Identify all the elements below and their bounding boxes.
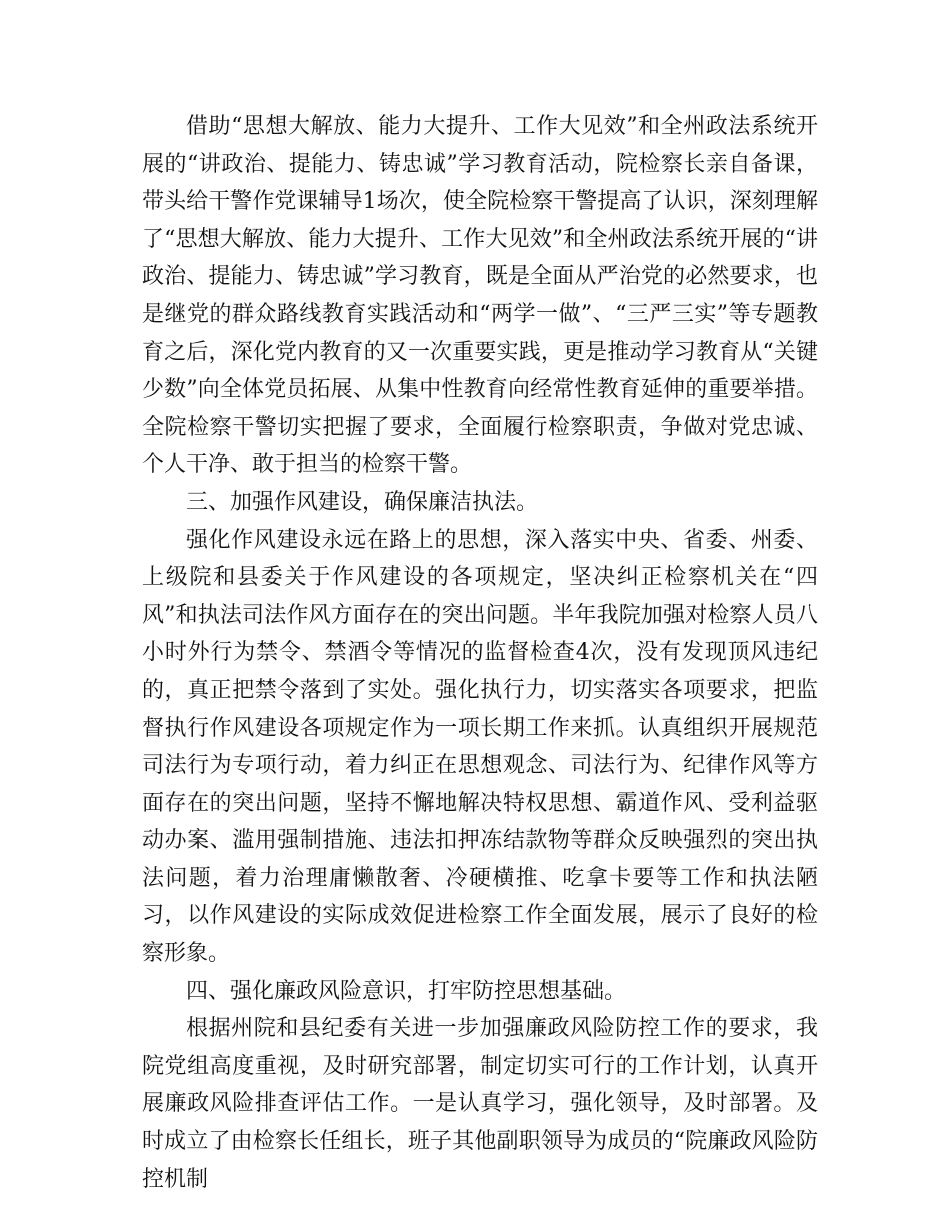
paragraph-study-education: 借助“思想大解放、能力大提升、工作大见效”和全州政法系统开展的“讲政治、提能力、铸忠诚”学习教育活动，院检察长亲自备课，带头给干警作党课辅导1场次，使全院检察干警提高了认识，深刻理解了“思想大解放、能力大提升、工作大见效”和全州政法系统开展的“讲政治、提能力、铸忠诚”学习教育，既是全面从严治党的必然要求，也是继党的群众路线教育实践活动和“两学一做”、“三严三实”等专题教育之后，深化党内教育的又一次重要实践，更是推动学习教育从“关键少数”向全体党员拓展、从集中性教育向经常性教育延伸的重要举措。全院检察干警切实把握了要求，全面履行检察职责，争做对党忠诚、个人干净、敢于担当的检察干警。 <box>142 114 818 478</box>
heading-section-four: 四、强化廉政风险意识，打牢防控思想基础。 <box>186 978 627 1004</box>
document-page <box>142 108 818 1198</box>
heading-section-three: 三、加强作风建设，确保廉洁执法。 <box>186 489 539 515</box>
paragraph-work-style: 强化作风建设永远在路上的思想，深入落实中央、省委、州委、上级院和县委关于作风建设的各项规定，坚决纠正检察机关在“四风”和执法司法作风方面存在的突出问题。半年我院加强对检察人员八小时外行为禁令、禁酒令等情况的监督检查4次，没有发现顶风违纪的，真正把禁令落到了实处。强化执行力，切实落实各项要求，把监督执行作风建设各项规定作为一项长期工作来抓。认真组织开展规范司法行为专项行动，着力纠正在思想观念、司法行为、纪律作风等方面存在的突出问题，坚持不懈地解决特权思想、霸道作风、受利益驱动办案、滥用强制措施、违法扣押冻结款物等群众反映强烈的突出执法问题，着力治理庸懒散奢、冷硬横推、吃拿卡要等工作和执法陋习，以作风建设的实际成效促进检察工作全面发展，展示了良好的检察形象。 <box>142 527 818 967</box>
paragraph-integrity-risk: 根据州院和县纪委有关进一步加强廉政风险防控工作的要求，我院党组高度重视，及时研究部署，制定切实可行的工作计划，认真开展廉政风险排查评估工作。一是认真学习，强化领导，及时部署。及时成立了由检察长任组长，班子其他副职领导为成员的“院廉政风险防控机制 <box>142 1016 818 1192</box>
